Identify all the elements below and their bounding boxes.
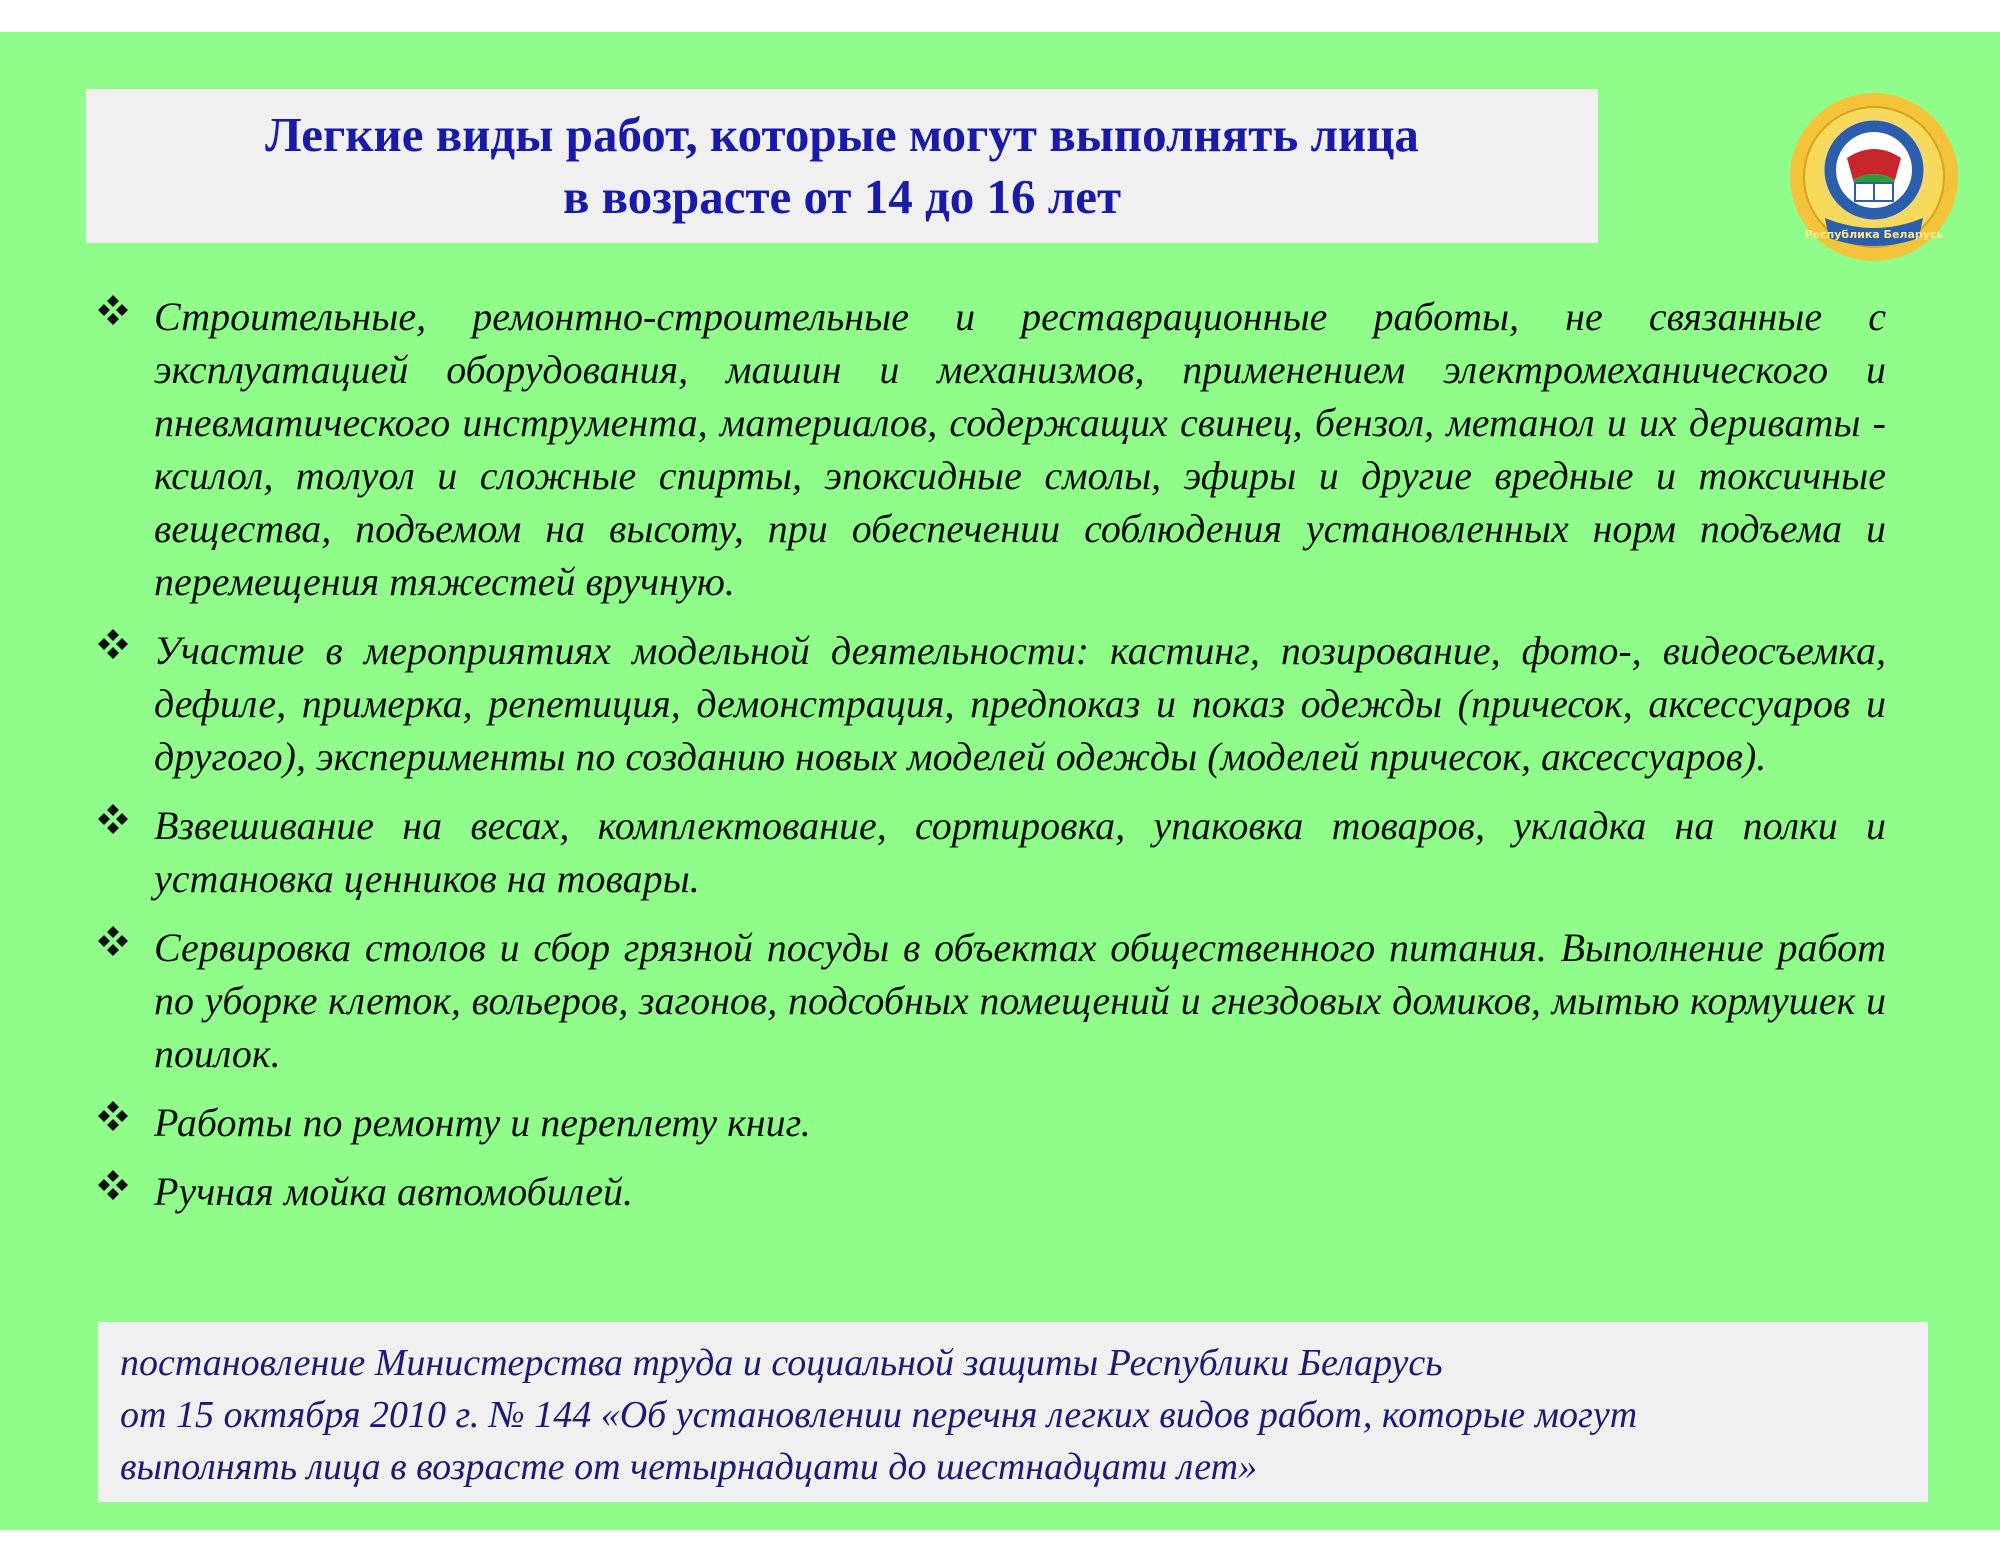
diamond-bullet-icon — [96, 293, 130, 327]
title-line-2: в возрасте от 14 до 16 лет — [562, 169, 1122, 224]
slide — [0, 32, 2000, 1530]
list-item — [96, 624, 1886, 783]
title-box — [86, 89, 1598, 243]
diamond-bullet-icon — [96, 1168, 130, 1202]
list-item-text: Строительные, ремонтно-строительные и реставрационные работы, не связанные с эксплуатацией оборудования, машин и механизмов, применением электромеханического и пневматического инструмента, материалов, содержащих свинец, бензол, метанол и их дериваты - ксилол, толуол и сложные спирты, эпоксидные смолы, эфиры и другие вредные и токсичные вещества, подъемом на высоту, при обеспечении соблюдения установленных норм подъема и перемещения тяжестей вручную. — [154, 294, 1886, 604]
diamond-bullet-icon — [96, 627, 130, 661]
list-item-text: Взвешивание на весах, комплектование, сортировка, упаковка товаров, укладка на полки и установка ценников на товары. — [154, 803, 1886, 901]
list-item-text: Участие в мероприятиях модельной деятельности: кастинг, позирование, фото-, видеосъемка, дефиле, примерка, репетиция, демонстрация, предпоказ и показ одежды (причесок, аксессуаров и другого), эксперименты по созданию новых моделей одежды (моделей причесок, аксессуаров). — [154, 628, 1886, 779]
diamond-bullet-icon — [96, 924, 130, 958]
source-line-2: от 15 октября 2010 г. № 144 «Об установлении перечня легких видов работ, которые могут — [120, 1394, 1638, 1436]
emblem-caption: Республика Беларусь — [1804, 228, 1944, 241]
list-item — [96, 921, 1886, 1080]
diamond-bullet-icon — [96, 1099, 130, 1133]
title-line-1: Легкие виды работ, которые могут выполнять лица — [265, 107, 1419, 162]
list-item — [96, 1096, 1886, 1149]
list-item-text: Работы по ремонту и переплету книг. — [154, 1100, 811, 1145]
emblem-logo — [1785, 88, 1963, 266]
list-item — [96, 799, 1886, 905]
list-item — [96, 290, 1886, 608]
diamond-bullet-icon — [96, 802, 130, 836]
list-item-text: Ручная мойка автомобилей. — [154, 1169, 633, 1214]
work-list — [96, 290, 1886, 1234]
source-reference — [98, 1322, 1928, 1502]
source-line-3: выполнять лица в возрасте от четырнадцати до шестнадцати лет» — [120, 1446, 1258, 1488]
list-item-text: Сервировка столов и сбор грязной посуды в объектах общественного питания. Выполнение работ по уборке клеток, вольеров, загонов, подсобных помещений и гнездовых домиков, мытью кормушек и поилок. — [154, 925, 1886, 1076]
list-item — [96, 1165, 1886, 1218]
source-line-1: постановление Министерства труда и социальной защиты Республики Беларусь — [120, 1342, 1443, 1384]
